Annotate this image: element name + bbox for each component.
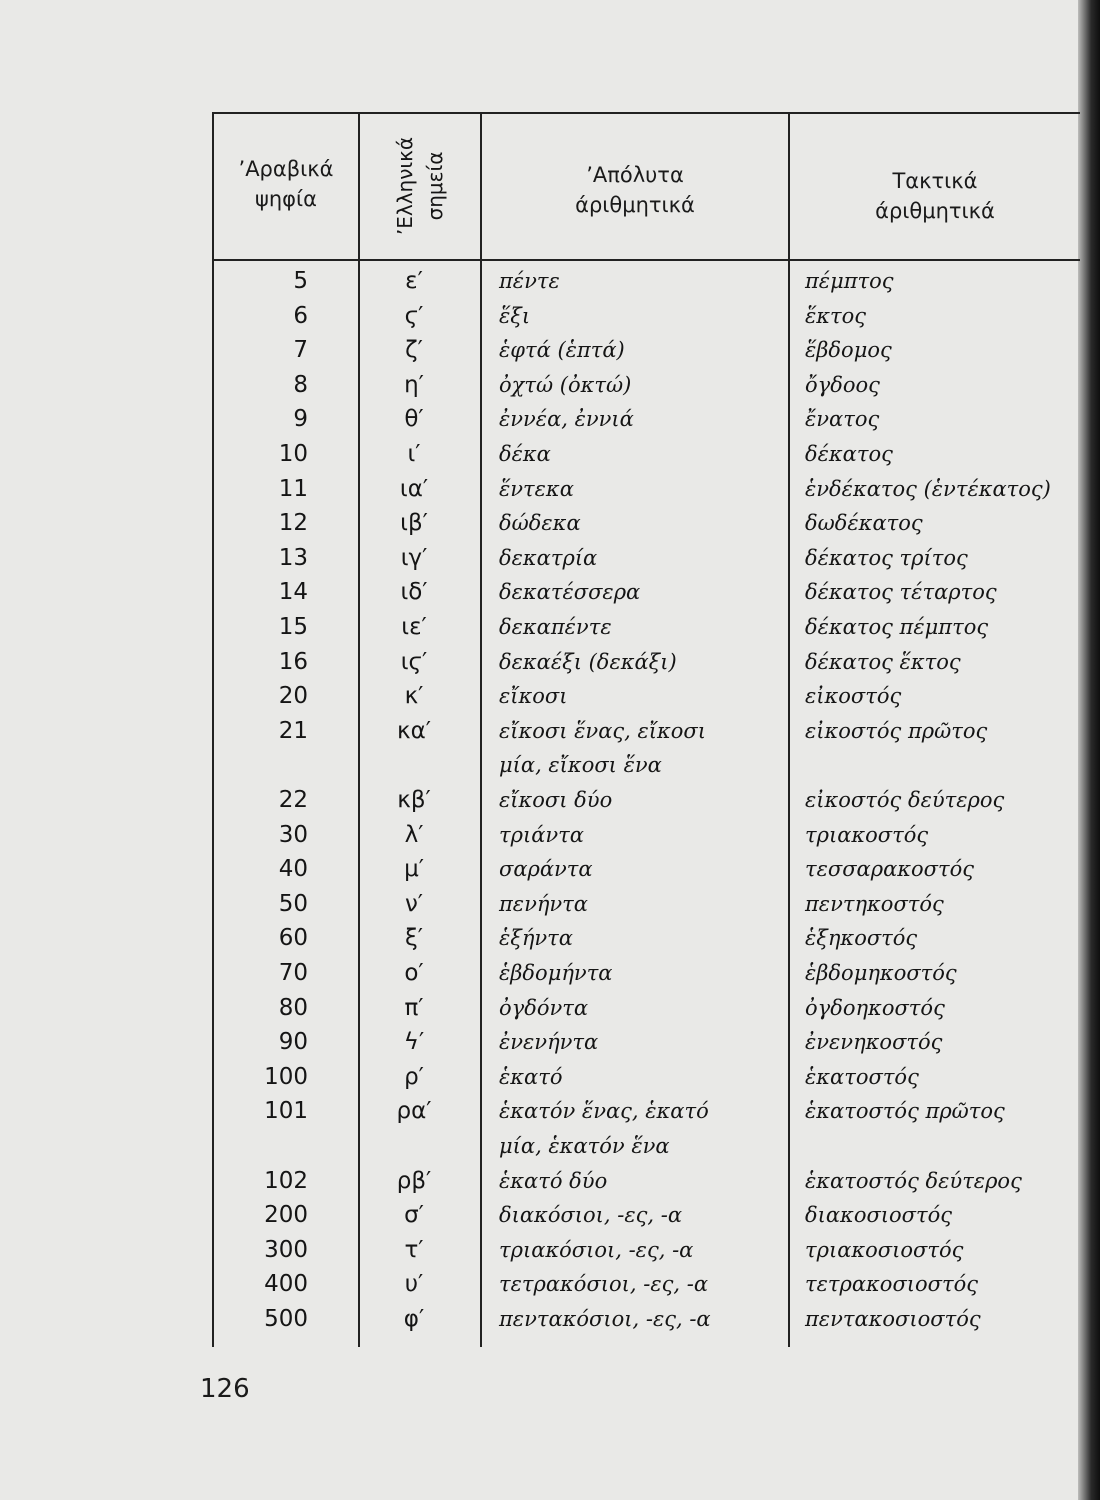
ordinal-numeral-cell: ἑνδέκατος (ἑντέκατος) [805, 476, 1051, 501]
ordinal-numeral-cell: πεντηκοστός [805, 891, 944, 916]
greek-sign-cell: ϟ′ [403, 1029, 425, 1056]
greek-sign-cell: ρα′ [396, 1098, 432, 1125]
ordinal-numeral-cell: δωδέκατος [805, 511, 923, 536]
greek-sign-cell: ιε′ [401, 614, 427, 640]
greek-sign-cell: ε′ [405, 268, 423, 294]
arabic-digit-cell: 15 [278, 614, 308, 640]
table-row [212, 541, 1080, 575]
table-row [212, 956, 1080, 990]
cardinal-numeral-cell: ἐννέα, ἐννιά [499, 407, 634, 432]
ordinal-numeral-cell: ἑκατοστός δεύτερος [805, 1168, 1022, 1193]
ordinal-numeral-cell: ἑξηκοστός [805, 926, 918, 951]
arabic-digit-cell: 8 [293, 371, 308, 398]
ordinal-numeral-cell: ἕκτος [805, 303, 867, 328]
arabic-digit-cell: 200 [264, 1202, 308, 1229]
cardinal-numeral-cell: πενήντα [499, 891, 588, 916]
table-row [212, 472, 1080, 506]
arabic-digit-cell: 22 [278, 787, 308, 813]
cardinal-numeral-cell: τριακόσιοι, -ες, -α [499, 1237, 694, 1262]
page-number: 126 [200, 1374, 250, 1404]
cardinal-numeral-cell: ἑξήντα [499, 926, 573, 951]
table-row [212, 437, 1080, 471]
arabic-digit-cell: 13 [278, 544, 308, 571]
cardinal-numeral-cell: εἴκοσι δύο [499, 788, 613, 812]
cardinal-numeral-cell: τετρακόσιοι, -ες, -α [499, 1272, 708, 1297]
header-cardinal-line1: ’Απόλυτα [586, 163, 684, 187]
arabic-digit-cell: 90 [278, 1029, 308, 1056]
ordinal-numeral-cell: δέκατος ἕκτος [805, 649, 961, 674]
cardinal-numeral-cell: τριάντα [499, 822, 584, 847]
header-bottom-rule [212, 259, 1080, 261]
table-row [212, 921, 1080, 955]
greek-sign-cell: π′ [404, 994, 424, 1021]
greek-sign-cell: λ′ [404, 821, 424, 848]
header-greek-signs [360, 112, 480, 260]
table-row [212, 818, 1080, 852]
table-row [212, 1129, 1080, 1163]
header-arabic-line1: ’Αραβικά [238, 157, 334, 181]
cardinal-numeral-cell: ἑκατό [499, 1064, 563, 1089]
table-row [212, 645, 1080, 679]
greek-sign-cell: υ′ [404, 1271, 424, 1298]
arabic-digit-cell: 10 [278, 441, 308, 467]
cardinal-numeral-cell: δεκατρία [499, 545, 598, 570]
table-row [212, 1164, 1080, 1198]
ordinal-numeral-cell: ἔνατος [805, 407, 880, 432]
cardinal-numeral-cell: ἑκατόν ἕνας, ἑκατό [499, 1099, 709, 1124]
cardinal-numeral-cell: δεκατέσσερα [499, 580, 641, 605]
ordinal-numeral-cell: διακοσιοστός [805, 1203, 953, 1228]
greek-sign-cell: ξ′ [404, 925, 424, 952]
arabic-digit-cell: 14 [278, 579, 308, 606]
ordinal-numeral-cell: δέκατος τέταρτος [805, 580, 997, 605]
arabic-digit-cell: 7 [293, 337, 308, 364]
table-row [212, 887, 1080, 921]
arabic-digit-cell: 6 [293, 302, 308, 329]
greek-sign-cell: ι′ [407, 441, 421, 467]
table-row [212, 991, 1080, 1025]
table-row [212, 748, 1080, 782]
table-row [212, 1233, 1080, 1267]
ordinal-numeral-cell: εἰκοστός δεύτερος [805, 788, 1005, 812]
table-row [212, 852, 1080, 886]
greek-sign-cell: μ′ [404, 856, 424, 883]
arabic-digit-cell: 5 [293, 268, 308, 294]
table-row [212, 333, 1080, 367]
numerals-table [212, 112, 1080, 1347]
header-cardinal-line2: άριθμητικά [575, 193, 695, 217]
table-row [212, 402, 1080, 436]
cardinal-numeral-cell: δεκαέξι (δεκάξι) [499, 649, 677, 674]
cardinal-numeral-cell: ἐνενήντα [499, 1030, 599, 1055]
greek-sign-cell: τ′ [404, 1236, 424, 1263]
header-greek-line2: σημεία [423, 151, 447, 221]
table-row [212, 368, 1080, 402]
cardinal-numeral-cell: εἴκοσι [499, 684, 568, 709]
greek-sign-cell: ια′ [399, 475, 429, 502]
arabic-digit-cell: 60 [278, 925, 308, 952]
arabic-digit-cell: 40 [278, 856, 308, 883]
arabic-digit-cell: 20 [278, 683, 308, 710]
table-row [212, 575, 1080, 609]
ordinal-numeral-cell: τριακοστός [805, 822, 929, 847]
cardinal-numeral-cell: σαράντα [499, 857, 593, 882]
greek-sign-cell: ο′ [404, 960, 424, 986]
cardinal-numeral-cell: ἑφτά (ἑπτά) [499, 338, 625, 363]
arabic-digit-cell: 11 [278, 475, 308, 502]
ordinal-numeral-cell: πέμπτος [805, 269, 894, 293]
table-row [212, 1302, 1080, 1336]
table-row [212, 679, 1080, 713]
table-row [212, 264, 1080, 298]
cardinal-numeral-cell: ἕξι [499, 303, 531, 328]
ordinal-numeral-cell: ὀγδοηκοστός [805, 995, 945, 1020]
greek-sign-cell: κ′ [404, 683, 424, 710]
cardinal-numeral-cell: διακόσιοι, -ες, -α [499, 1203, 683, 1228]
greek-sign-cell: φ′ [403, 1306, 425, 1332]
ordinal-numeral-cell: δέκατος [805, 442, 893, 466]
greek-sign-cell: ιγ′ [400, 544, 428, 571]
table-row [212, 1267, 1080, 1301]
greek-sign-cell: ϛ′ [404, 302, 424, 329]
greek-sign-cell: κβ′ [397, 787, 431, 813]
greek-sign-cell: ν′ [404, 890, 424, 917]
cardinal-numeral-cell: πέντε [499, 269, 560, 293]
cardinal-numeral-cell: δεκαπέντε [499, 615, 612, 639]
greek-sign-cell: ζ′ [405, 337, 423, 364]
table-row [212, 783, 1080, 817]
header-cardinal-numerals [482, 160, 788, 220]
ordinal-numeral-cell: ἑκατοστός πρῶτος [805, 1099, 1005, 1124]
header-arabic-digits [214, 154, 358, 214]
ordinal-numeral-cell: ὄγδοος [805, 372, 880, 397]
ordinal-numeral-cell: εἰκοστός πρῶτος [805, 718, 988, 743]
arabic-digit-cell: 16 [278, 648, 308, 675]
greek-sign-cell: ρβ′ [396, 1167, 432, 1194]
greek-sign-cell: ιδ′ [400, 579, 428, 606]
arabic-digit-cell: 300 [264, 1236, 308, 1263]
cardinal-numeral-cell: ὀχτώ (ὀκτώ) [499, 372, 632, 397]
table-top-border [212, 112, 1080, 114]
table-row [212, 1025, 1080, 1059]
greek-sign-cell: ιϛ′ [400, 648, 428, 675]
arabic-digit-cell: 50 [278, 890, 308, 917]
table-row [212, 1094, 1080, 1128]
table-row [212, 299, 1080, 333]
cardinal-numeral-cell: πεντακόσιοι, -ες, -α [499, 1307, 711, 1331]
ordinal-numeral-cell: πεντακοσιοστός [805, 1307, 981, 1331]
arabic-digit-cell: 100 [264, 1063, 308, 1090]
greek-sign-cell: ιβ′ [400, 510, 428, 537]
ordinal-numeral-cell: τεσσαρακοστός [805, 857, 975, 882]
arabic-digit-cell: 500 [264, 1306, 308, 1332]
arabic-digit-cell: 400 [264, 1271, 308, 1298]
arabic-digit-cell: 21 [278, 717, 308, 744]
cardinal-numeral-cell: δώδεκα [499, 511, 581, 536]
table-row [212, 610, 1080, 644]
ordinal-numeral-cell: δέκατος πέμπτος [805, 615, 989, 639]
header-ordinal-line2: άριθμητικά [875, 199, 995, 223]
ordinal-numeral-cell: τριακοσιοστός [805, 1237, 964, 1262]
arabic-digit-cell: 30 [278, 821, 308, 848]
arabic-digit-cell: 9 [293, 406, 308, 433]
cardinal-numeral-cell: ἑβδομήντα [499, 961, 613, 985]
ordinal-numeral-cell: τετρακοσιοστός [805, 1272, 979, 1297]
table-row [212, 1060, 1080, 1094]
header-ordinal-numerals [790, 166, 1080, 226]
table-row [212, 1198, 1080, 1232]
header-arabic-line2: ψηφία [255, 187, 317, 211]
arabic-digit-cell: 12 [278, 510, 308, 537]
arabic-digit-cell: 80 [278, 994, 308, 1021]
cardinal-numeral-cell: ὀγδόντα [499, 995, 589, 1020]
header-greek-line1: ’Ελληνικά [393, 136, 417, 236]
ordinal-numeral-cell: ἑκατοστός [805, 1064, 919, 1089]
cardinal-numeral-cell: δέκα [499, 442, 551, 466]
arabic-digit-cell: 101 [264, 1098, 308, 1125]
cardinal-numeral-cell: εἴκοσι ἕνας, εἴκοσι [499, 718, 706, 743]
greek-sign-cell: κα′ [397, 717, 431, 744]
cardinal-numeral-cell: μία, εἴκοσι ἕνα [499, 753, 662, 778]
cardinal-numeral-cell: μία, ἑκατόν ἕνα [499, 1134, 670, 1158]
table-row [212, 506, 1080, 540]
ordinal-numeral-cell: εἰκοστός [805, 684, 902, 709]
greek-sign-cell: ρ′ [404, 1063, 424, 1090]
cardinal-numeral-cell: ἑκατό δύο [499, 1168, 608, 1193]
arabic-digit-cell: 102 [264, 1167, 308, 1194]
arabic-digit-cell: 70 [278, 960, 308, 986]
ordinal-numeral-cell: ἑβδομηκοστός [805, 961, 957, 985]
greek-sign-cell: σ′ [404, 1202, 424, 1229]
cardinal-numeral-cell: ἕντεκα [499, 476, 574, 501]
header-ordinal-line1: Τακτικά [892, 169, 978, 193]
greek-sign-cell: η′ [404, 371, 424, 398]
table-row [212, 714, 1080, 748]
ordinal-numeral-cell: ἐνενηκοστός [805, 1030, 943, 1055]
ordinal-numeral-cell: δέκατος τρίτος [805, 545, 968, 570]
greek-sign-cell: θ′ [404, 406, 424, 433]
ordinal-numeral-cell: ἕβδομος [805, 338, 892, 363]
